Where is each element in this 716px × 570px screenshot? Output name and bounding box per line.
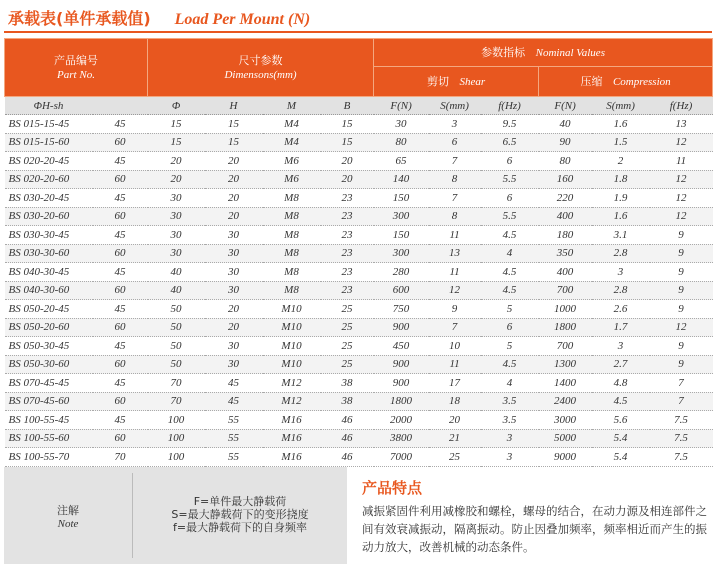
table-cell: M4 bbox=[263, 133, 321, 152]
table-cell: 1.6 bbox=[592, 115, 650, 134]
table-cell: 15 bbox=[205, 133, 263, 152]
table-row bbox=[5, 300, 713, 319]
table-cell: 50 bbox=[148, 318, 205, 337]
part-number-cell: BS 040-30-60 bbox=[5, 281, 93, 300]
table-cell: 2 bbox=[592, 152, 650, 171]
table-cell: 12 bbox=[650, 170, 713, 189]
table-cell: 4.8 bbox=[592, 374, 650, 393]
part-number-cell: BS 070-45-45 bbox=[5, 374, 93, 393]
table-cell: 7.5 bbox=[650, 429, 713, 448]
table-cell: 15 bbox=[321, 133, 374, 152]
table-cell: M16 bbox=[263, 429, 321, 448]
table-row bbox=[5, 448, 713, 467]
table-cell: 55 bbox=[205, 411, 263, 430]
table-row bbox=[5, 355, 713, 374]
table-cell: 1300 bbox=[539, 355, 592, 374]
column-header: F(N) bbox=[539, 97, 592, 115]
table-cell: 750 bbox=[374, 300, 429, 319]
table-row bbox=[5, 244, 713, 263]
table-cell: 3 bbox=[481, 429, 539, 448]
table-cell: 220 bbox=[539, 189, 592, 208]
table-cell: 38 bbox=[321, 392, 374, 411]
table-cell: 23 bbox=[321, 281, 374, 300]
column-header: S(mm) bbox=[429, 97, 481, 115]
table-cell: 20 bbox=[205, 207, 263, 226]
table-cell: 11 bbox=[650, 152, 713, 171]
table-cell: 1.5 bbox=[592, 133, 650, 152]
table-cell: 6 bbox=[481, 189, 539, 208]
table-row bbox=[5, 189, 713, 208]
table-cell: 3.5 bbox=[481, 392, 539, 411]
table-cell: 50 bbox=[148, 300, 205, 319]
column-header: f(Hz) bbox=[481, 97, 539, 115]
table-cell: 25 bbox=[321, 337, 374, 356]
table-cell: M8 bbox=[263, 207, 321, 226]
table-cell: 400 bbox=[539, 263, 592, 282]
table-cell: 70 bbox=[148, 392, 205, 411]
table-cell: 46 bbox=[321, 411, 374, 430]
part-number-cell: BS 020-20-45 bbox=[5, 152, 93, 171]
table-cell: 7 bbox=[429, 189, 481, 208]
table-cell: 65 bbox=[374, 152, 429, 171]
table-cell: 60 bbox=[93, 318, 148, 337]
part-number-cell: BS 020-20-60 bbox=[5, 170, 93, 189]
table-cell: 11 bbox=[429, 355, 481, 374]
table-cell: 6 bbox=[481, 152, 539, 171]
table-cell: 5.4 bbox=[592, 429, 650, 448]
table-cell: 5.4 bbox=[592, 448, 650, 467]
table-cell: 9 bbox=[650, 244, 713, 263]
table-cell: 13 bbox=[650, 115, 713, 134]
table-cell: 9 bbox=[650, 300, 713, 319]
table-cell: 100 bbox=[148, 429, 205, 448]
features-text: 减振紧固件利用减橡胶和螺栓，螺母的结合，在动力源及相连部件之间有效衰减振动，隔离振动。防止因叠加频率，频率相近而产生的振动力放大，改善机械的动态条件。 bbox=[362, 504, 707, 554]
table-row bbox=[5, 207, 713, 226]
page-title bbox=[8, 6, 310, 30]
table-cell: 9 bbox=[650, 281, 713, 300]
table-cell: 45 bbox=[93, 152, 148, 171]
column-header: F(N) bbox=[374, 97, 429, 115]
note-label-zh: 注解 bbox=[57, 503, 79, 517]
table-cell: 300 bbox=[374, 244, 429, 263]
table-cell: 8 bbox=[429, 207, 481, 226]
title-zh: 承载表(单件承载值) bbox=[8, 9, 151, 28]
table-cell: 900 bbox=[374, 374, 429, 393]
table-cell: M8 bbox=[263, 244, 321, 263]
table-cell: 25 bbox=[429, 448, 481, 467]
table-cell: 45 bbox=[93, 374, 148, 393]
table-cell: 20 bbox=[429, 411, 481, 430]
table-cell: 40 bbox=[148, 281, 205, 300]
table-cell: 3 bbox=[481, 448, 539, 467]
table-cell: M4 bbox=[263, 115, 321, 134]
table-cell: 5 bbox=[481, 337, 539, 356]
note-text bbox=[136, 495, 344, 534]
column-header: H bbox=[205, 97, 263, 115]
table-cell: 12 bbox=[650, 207, 713, 226]
table-cell: M12 bbox=[263, 392, 321, 411]
table-cell: 100 bbox=[148, 411, 205, 430]
table-row bbox=[5, 115, 713, 134]
table-cell: 23 bbox=[321, 263, 374, 282]
table-cell: M8 bbox=[263, 226, 321, 245]
table-cell: 5.6 bbox=[592, 411, 650, 430]
table-cell: 25 bbox=[321, 300, 374, 319]
table-cell: 21 bbox=[429, 429, 481, 448]
table-cell: 100 bbox=[148, 448, 205, 467]
table-cell: 450 bbox=[374, 337, 429, 356]
table-cell: 7.5 bbox=[650, 411, 713, 430]
note-label-en: Note bbox=[57, 517, 79, 530]
load-table bbox=[4, 38, 713, 467]
table-cell: 45 bbox=[93, 300, 148, 319]
table-cell: 900 bbox=[374, 318, 429, 337]
table-cell: 25 bbox=[321, 355, 374, 374]
table-row bbox=[5, 337, 713, 356]
note-divider bbox=[132, 473, 133, 558]
note-line-s: S=最大静载荷下的变形挠度 bbox=[171, 508, 309, 521]
table-cell: 4.5 bbox=[481, 355, 539, 374]
table-cell: 700 bbox=[539, 281, 592, 300]
table-cell: 600 bbox=[374, 281, 429, 300]
part-number-cell: BS 100-55-70 bbox=[5, 448, 93, 467]
table-cell: 30 bbox=[205, 281, 263, 300]
table-cell: 30 bbox=[148, 207, 205, 226]
table-cell: 9.5 bbox=[481, 115, 539, 134]
table-cell: 9 bbox=[429, 300, 481, 319]
table-cell: 45 bbox=[93, 337, 148, 356]
table-cell: 23 bbox=[321, 207, 374, 226]
table-cell: 3.5 bbox=[481, 411, 539, 430]
table-cell: 80 bbox=[539, 152, 592, 171]
part-number-cell: BS 030-30-60 bbox=[5, 244, 93, 263]
table-cell: 2.8 bbox=[592, 244, 650, 263]
note-line-freq: f=最大静载荷下的自身频率 bbox=[172, 521, 308, 534]
table-cell: 5000 bbox=[539, 429, 592, 448]
table-cell: 13 bbox=[429, 244, 481, 263]
table-cell: 160 bbox=[539, 170, 592, 189]
part-number-cell: BS 050-30-60 bbox=[5, 355, 93, 374]
table-row bbox=[5, 281, 713, 300]
table-cell: 23 bbox=[321, 189, 374, 208]
part-number-cell: BS 100-55-45 bbox=[5, 411, 93, 430]
table-cell: 900 bbox=[374, 355, 429, 374]
table-row bbox=[5, 263, 713, 282]
table-row bbox=[5, 133, 713, 152]
table-cell: M10 bbox=[263, 337, 321, 356]
table-cell: 45 bbox=[93, 115, 148, 134]
column-subheader-row bbox=[5, 97, 713, 115]
table-cell: 140 bbox=[374, 170, 429, 189]
table-cell: 30 bbox=[148, 244, 205, 263]
table-row bbox=[5, 392, 713, 411]
table-cell: 60 bbox=[93, 281, 148, 300]
table-cell: 1800 bbox=[539, 318, 592, 337]
features-title: 产品特点 bbox=[362, 479, 423, 497]
header-dimensions: 尺寸参数 Dimensons(mm) bbox=[148, 39, 374, 97]
table-cell: 2000 bbox=[374, 411, 429, 430]
table-cell: 4 bbox=[481, 244, 539, 263]
table-cell: 38 bbox=[321, 374, 374, 393]
table-cell: 18 bbox=[429, 392, 481, 411]
table-cell: 1400 bbox=[539, 374, 592, 393]
table-cell: 12 bbox=[650, 318, 713, 337]
table-cell: 10 bbox=[429, 337, 481, 356]
table-cell: 4.5 bbox=[481, 226, 539, 245]
part-number-cell: BS 050-30-45 bbox=[5, 337, 93, 356]
table-cell: 40 bbox=[148, 263, 205, 282]
note-line-f: F=单件最大静载荷 bbox=[193, 495, 287, 508]
column-header: ΦH-sh bbox=[5, 97, 93, 115]
table-cell: 30 bbox=[205, 226, 263, 245]
table-row bbox=[5, 226, 713, 245]
table-cell: 350 bbox=[539, 244, 592, 263]
table-cell: 20 bbox=[321, 170, 374, 189]
table-cell: 180 bbox=[539, 226, 592, 245]
table-row bbox=[5, 374, 713, 393]
note-label bbox=[4, 467, 132, 564]
table-cell: 60 bbox=[93, 207, 148, 226]
table-cell: 4.5 bbox=[481, 263, 539, 282]
table-cell: 23 bbox=[321, 244, 374, 263]
header-nominal-values: 参数指标 Nominal Values bbox=[374, 39, 713, 67]
table-cell: 45 bbox=[93, 189, 148, 208]
part-number-cell: BS 015-15-45 bbox=[5, 115, 93, 134]
table-cell: 1.7 bbox=[592, 318, 650, 337]
table-cell: 280 bbox=[374, 263, 429, 282]
table-cell: 3000 bbox=[539, 411, 592, 430]
table-row bbox=[5, 318, 713, 337]
table-cell: 45 bbox=[93, 411, 148, 430]
table-cell: 9 bbox=[650, 226, 713, 245]
table-cell: 9000 bbox=[539, 448, 592, 467]
part-number-cell: BS 070-45-60 bbox=[5, 392, 93, 411]
table-cell: 20 bbox=[205, 189, 263, 208]
column-header: M bbox=[263, 97, 321, 115]
table-cell: 60 bbox=[93, 170, 148, 189]
table-row bbox=[5, 152, 713, 171]
table-cell: M10 bbox=[263, 300, 321, 319]
table-cell: 9 bbox=[650, 355, 713, 374]
table-cell: 20 bbox=[148, 170, 205, 189]
table-cell: 3 bbox=[592, 263, 650, 282]
table-cell: 55 bbox=[205, 448, 263, 467]
table-body bbox=[5, 115, 713, 467]
table-cell: 7 bbox=[429, 152, 481, 171]
table-cell: M10 bbox=[263, 355, 321, 374]
table-cell: 80 bbox=[374, 133, 429, 152]
table-cell: 300 bbox=[374, 207, 429, 226]
table-cell: 1.6 bbox=[592, 207, 650, 226]
table-cell: 150 bbox=[374, 189, 429, 208]
table-cell: 7.5 bbox=[650, 448, 713, 467]
table-cell: 5.5 bbox=[481, 170, 539, 189]
table-cell: 1.9 bbox=[592, 189, 650, 208]
table-cell: M16 bbox=[263, 448, 321, 467]
part-number-cell: BS 030-20-45 bbox=[5, 189, 93, 208]
table-cell: 60 bbox=[93, 392, 148, 411]
table-cell: 23 bbox=[321, 226, 374, 245]
table-cell: 400 bbox=[539, 207, 592, 226]
table-cell: 3.1 bbox=[592, 226, 650, 245]
table-cell: 12 bbox=[650, 189, 713, 208]
column-header bbox=[93, 97, 148, 115]
table-cell: 700 bbox=[539, 337, 592, 356]
table-cell: 20 bbox=[321, 152, 374, 171]
table-cell: M6 bbox=[263, 152, 321, 171]
column-header: S(mm) bbox=[592, 97, 650, 115]
table-cell: M8 bbox=[263, 189, 321, 208]
table-cell: 30 bbox=[374, 115, 429, 134]
table-cell: 1.8 bbox=[592, 170, 650, 189]
note-box bbox=[4, 467, 347, 564]
table-cell: 3 bbox=[429, 115, 481, 134]
table-cell: 15 bbox=[148, 115, 205, 134]
table-cell: 45 bbox=[205, 374, 263, 393]
table-cell: 5.5 bbox=[481, 207, 539, 226]
table-cell: 30 bbox=[205, 337, 263, 356]
table-cell: 9 bbox=[650, 263, 713, 282]
part-number-cell: BS 030-20-60 bbox=[5, 207, 93, 226]
column-header: B bbox=[321, 97, 374, 115]
table-cell: 1800 bbox=[374, 392, 429, 411]
title-underline bbox=[4, 31, 712, 33]
table-cell: 46 bbox=[321, 448, 374, 467]
table-cell: 5 bbox=[481, 300, 539, 319]
table-cell: 1000 bbox=[539, 300, 592, 319]
table-cell: 15 bbox=[321, 115, 374, 134]
table-cell: 45 bbox=[93, 263, 148, 282]
header-shear: 剪切 Shear bbox=[374, 67, 539, 97]
table-cell: 6.5 bbox=[481, 133, 539, 152]
table-cell: 45 bbox=[93, 226, 148, 245]
table-cell: 150 bbox=[374, 226, 429, 245]
table-cell: 15 bbox=[205, 115, 263, 134]
table-cell: 50 bbox=[148, 337, 205, 356]
table-cell: 6 bbox=[429, 133, 481, 152]
table-cell: M10 bbox=[263, 318, 321, 337]
table-cell: 25 bbox=[321, 318, 374, 337]
part-number-cell: BS 050-20-45 bbox=[5, 300, 93, 319]
table-cell: 2.6 bbox=[592, 300, 650, 319]
table-row bbox=[5, 411, 713, 430]
table-cell: 7 bbox=[650, 392, 713, 411]
table-cell: 30 bbox=[148, 226, 205, 245]
table-cell: 15 bbox=[148, 133, 205, 152]
table-cell: 70 bbox=[93, 448, 148, 467]
table-cell: 9 bbox=[650, 337, 713, 356]
part-number-cell: BS 030-30-45 bbox=[5, 226, 93, 245]
table-cell: 4.5 bbox=[481, 281, 539, 300]
table-cell: M6 bbox=[263, 170, 321, 189]
table-cell: 8 bbox=[429, 170, 481, 189]
table-cell: M16 bbox=[263, 411, 321, 430]
table-cell: 11 bbox=[429, 263, 481, 282]
table-cell: M8 bbox=[263, 281, 321, 300]
table-cell: 60 bbox=[93, 355, 148, 374]
table-cell: 30 bbox=[205, 244, 263, 263]
table-row bbox=[5, 429, 713, 448]
table-cell: 60 bbox=[93, 429, 148, 448]
table-cell: 70 bbox=[148, 374, 205, 393]
table-cell: 3800 bbox=[374, 429, 429, 448]
table-cell: 4.5 bbox=[592, 392, 650, 411]
part-number-cell: BS 100-55-60 bbox=[5, 429, 93, 448]
table-cell: 6 bbox=[481, 318, 539, 337]
table-cell: 7000 bbox=[374, 448, 429, 467]
part-number-cell: BS 040-30-45 bbox=[5, 263, 93, 282]
table-cell: 55 bbox=[205, 429, 263, 448]
table-cell: 7 bbox=[429, 318, 481, 337]
table-cell: 20 bbox=[205, 318, 263, 337]
table-cell: 17 bbox=[429, 374, 481, 393]
table-cell: 20 bbox=[205, 300, 263, 319]
table-cell: 7 bbox=[650, 374, 713, 393]
table-cell: 90 bbox=[539, 133, 592, 152]
table-cell: 30 bbox=[205, 263, 263, 282]
table-cell: 46 bbox=[321, 429, 374, 448]
table-cell: 12 bbox=[650, 133, 713, 152]
header-compression: 压缩 Compression bbox=[539, 67, 713, 97]
table-cell: 3 bbox=[592, 337, 650, 356]
part-number-cell: BS 015-15-60 bbox=[5, 133, 93, 152]
table-cell: 20 bbox=[148, 152, 205, 171]
column-header: f(Hz) bbox=[650, 97, 713, 115]
table-cell: M12 bbox=[263, 374, 321, 393]
table-cell: 2400 bbox=[539, 392, 592, 411]
part-number-cell: BS 050-20-60 bbox=[5, 318, 93, 337]
table-cell: 20 bbox=[205, 152, 263, 171]
table-cell: 50 bbox=[148, 355, 205, 374]
table-cell: 12 bbox=[429, 281, 481, 300]
header-part-no: 产品编号 Part No. bbox=[5, 39, 148, 97]
table-cell: 40 bbox=[539, 115, 592, 134]
table-cell: 60 bbox=[93, 133, 148, 152]
table-cell: 45 bbox=[205, 392, 263, 411]
table-cell: 30 bbox=[205, 355, 263, 374]
table-cell: 2.8 bbox=[592, 281, 650, 300]
column-header: Φ bbox=[148, 97, 205, 115]
table-cell: 11 bbox=[429, 226, 481, 245]
table-cell: 4 bbox=[481, 374, 539, 393]
title-en: Load Per Mount (N) bbox=[174, 11, 311, 28]
table-cell: 20 bbox=[205, 170, 263, 189]
table-cell: 60 bbox=[93, 244, 148, 263]
table-cell: 2.7 bbox=[592, 355, 650, 374]
table-row bbox=[5, 170, 713, 189]
table-cell: 30 bbox=[148, 189, 205, 208]
table-cell: M8 bbox=[263, 263, 321, 282]
